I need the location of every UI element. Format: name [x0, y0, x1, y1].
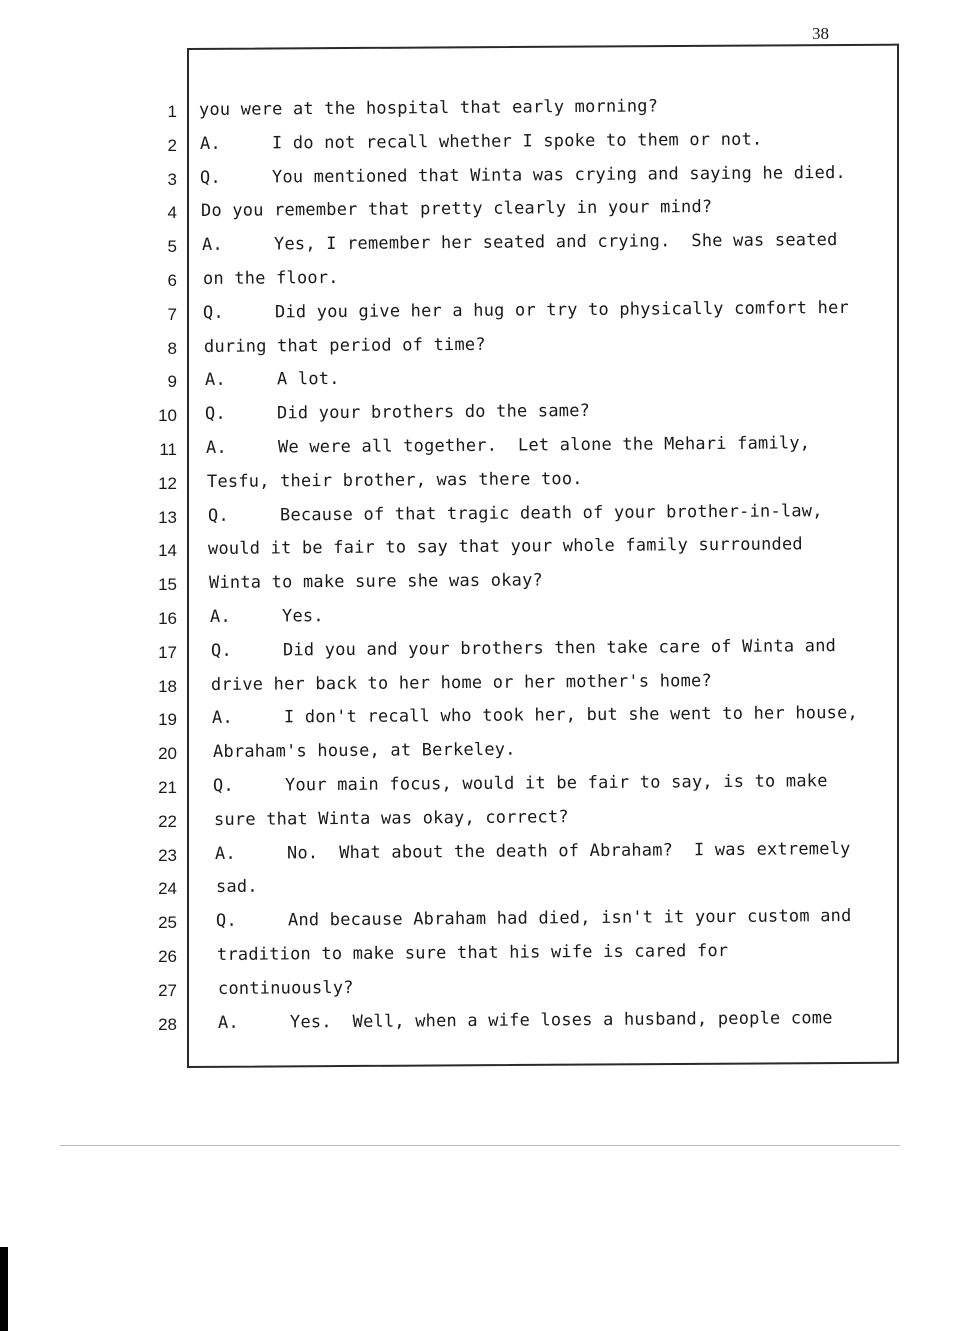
line-number: 26: [158, 947, 177, 966]
line-number: 6: [167, 271, 177, 290]
line-number: 5: [167, 237, 177, 257]
scan-edge-mark: [0, 1247, 8, 1331]
speaker-label: A.: [218, 1012, 240, 1033]
transcript-line: [211, 671, 712, 695]
line-number: 24: [158, 879, 177, 899]
line-number: 8: [167, 338, 177, 358]
page-number: 38: [812, 24, 829, 43]
line-text: you were at the hospital that early morning?: [198, 96, 659, 120]
speaker-label: A.: [204, 370, 226, 391]
line-number: 14: [158, 541, 177, 561]
line-number: 4: [167, 203, 177, 223]
transcript-line: [214, 807, 569, 830]
transcript-line: [210, 606, 324, 627]
line-text: I do not recall whether I spoke to them or not.: [271, 129, 763, 154]
line-text: Did you give her a hug or try to physically comfort her: [275, 297, 850, 323]
line-number: 11: [159, 440, 177, 459]
transcript-line: [204, 334, 486, 356]
line-number: 22: [158, 811, 177, 831]
line-number: 28: [158, 1014, 177, 1034]
speaker-label: A.: [201, 235, 223, 256]
line-number: 12: [158, 473, 177, 493]
transcript-line: [205, 401, 590, 424]
line-text: Did you and your brothers then take care of Winta and: [282, 635, 836, 661]
line-text: on the floor.: [202, 267, 339, 289]
transcript-line: [203, 268, 339, 289]
transcript-line: [218, 978, 354, 999]
line-text: drive her back to her home or her mother's home?: [211, 670, 713, 695]
line-text: Yes, I remember her seated and crying. She was seated: [273, 230, 838, 255]
line-text: Yes.: [281, 606, 324, 627]
transcript-line: [199, 96, 658, 120]
line-text: Winta to make sure she was okay?: [208, 570, 544, 594]
speaker-label: Q.: [203, 302, 225, 323]
line-text: Abraham's house, at Berkeley.: [212, 739, 516, 763]
line-text: Your main focus, would it be fair to say, is to make: [285, 771, 829, 796]
line-text: You mentioned that Winta was crying and saying he died.: [272, 162, 847, 188]
line-number: 19: [158, 710, 177, 730]
line-number: 13: [158, 507, 177, 527]
speaker-label: A.: [211, 708, 233, 729]
transcript-line: [217, 941, 728, 965]
line-text: sure that Winta was okay, correct?: [214, 807, 569, 830]
line-number: 3: [167, 169, 177, 189]
line-number: 10: [158, 406, 177, 426]
line-text: A lot.: [276, 369, 340, 390]
scan-artifact-line: [60, 1145, 900, 1146]
line-text: No. What about the death of Abraham? I was extremely: [286, 838, 851, 864]
line-text: continuously?: [217, 977, 354, 999]
line-text: I don't recall who took her, but she went to her house,: [283, 703, 858, 728]
line-number: 25: [158, 913, 177, 933]
line-text: sad.: [215, 877, 258, 898]
line-number: 21: [158, 778, 177, 797]
line-text: Because of that tragic death of your brother-in-law,: [279, 500, 823, 526]
line-number: 17: [158, 642, 177, 662]
speaker-label: Q.: [216, 911, 238, 932]
speaker-label: A.: [209, 606, 231, 627]
speaker-label: Q.: [205, 404, 227, 425]
line-number: 16: [158, 609, 177, 628]
line-number: 7: [167, 304, 177, 324]
transcript-line: [218, 1008, 833, 1033]
line-text: Yes. Well, when a wife loses a husband, people come: [290, 1007, 834, 1033]
transcript-line: [207, 469, 583, 492]
transcript-line: [215, 877, 257, 897]
transcript-line: [200, 129, 763, 153]
speaker-label: Q.: [207, 505, 229, 526]
line-text: And because Abraham had died, isn't it your custom and: [288, 906, 852, 931]
speaker-label: Q.: [200, 167, 222, 188]
line-number: 18: [158, 676, 177, 696]
line-text: would it be fair to say that your whole family surrounded: [208, 534, 804, 560]
line-number: 20: [158, 744, 177, 764]
line-number: 27: [158, 980, 177, 1000]
line-number: 9: [167, 372, 177, 392]
transcript-line: [209, 571, 543, 594]
line-number: 2: [167, 135, 177, 155]
speaker-label: A.: [206, 437, 228, 458]
speaker-label: Q.: [213, 775, 235, 796]
transcript-line: [208, 501, 823, 526]
line-number: 15: [158, 575, 177, 595]
line-text: during that period of time?: [203, 334, 486, 357]
speaker-label: A.: [214, 843, 236, 864]
line-text: tradition to make sure that his wife is cared for: [216, 940, 729, 965]
line-text: Tesfu, their brother, was there too.: [206, 468, 583, 492]
speaker-label: Q.: [210, 640, 232, 661]
speaker-label: A.: [199, 133, 221, 154]
line-text: Did your brothers do the same?: [277, 401, 591, 424]
line-text: We were all together. Let alone the Mehari family,: [278, 433, 811, 458]
transcript-line: [205, 369, 340, 390]
transcript-line: [213, 740, 516, 762]
line-text: Do you remember that pretty clearly in your mind?: [201, 197, 713, 222]
line-number: 1: [167, 102, 177, 121]
line-number: 23: [158, 845, 177, 865]
